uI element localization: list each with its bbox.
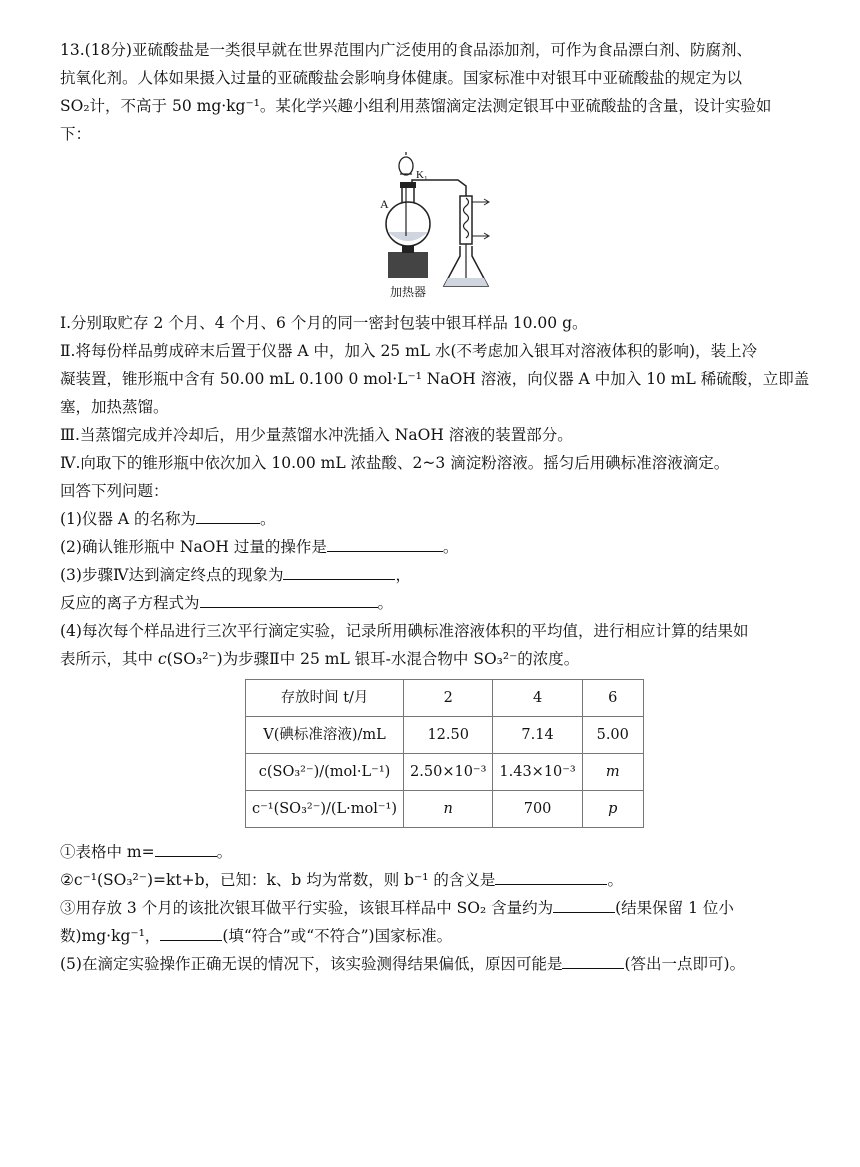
heater-label: 加热器 <box>390 285 427 299</box>
table-cell: 4 <box>493 680 582 717</box>
comma-3: ， <box>395 566 411 584</box>
question-5 <box>60 950 800 978</box>
table-cell: p <box>582 791 643 828</box>
answer-blank-b[interactable] <box>495 866 607 885</box>
table-cell: 6 <box>582 680 643 717</box>
question-4b-mid: (SO₃²⁻)为步骤Ⅱ中 25 mL 银耳-水混合物中 SO₃²⁻的浓度。 <box>166 650 580 668</box>
period-5: 。 <box>607 871 623 889</box>
table-cell: 5.00 <box>582 717 643 754</box>
period-2: 。 <box>442 538 459 556</box>
step-2-line-2: 凝装置，锥形瓶中含有 50.00 mL 0.100 0 mol·L⁻¹ NaOH 溶液，向仪器 A 中加入 10 mL 稀硫酸，立即盖 <box>60 370 810 388</box>
question-1-text: (1)仪器 A 的名称为 <box>60 510 197 528</box>
intro-line-4: 下： <box>60 125 92 143</box>
results-table <box>245 679 644 828</box>
step-2-line-1: Ⅱ.将每份样品剪成碎末后置于仪器 A 中，加入 25 mL 水(不考虑加入银耳对溶液体积的影响)，装上冷 <box>60 342 758 360</box>
subquestion-3b-pre: 数)mg·kg⁻¹， <box>60 927 161 945</box>
subquestion-3a-post: (结果保留 1 位小 <box>615 899 734 917</box>
table-row <box>246 680 644 717</box>
label-k1: K₁ <box>416 169 428 181</box>
subquestion-3a <box>60 894 800 922</box>
step-3: Ⅲ.当蒸馏完成并冷却后，用少量蒸馏水冲洗插入 NaOH 溶液的装置部分。 <box>60 426 573 444</box>
period-4: 。 <box>216 843 233 861</box>
table-cell: m <box>582 754 643 791</box>
answer-blank-3a[interactable] <box>283 561 395 580</box>
answer-blank-standard[interactable] <box>160 922 222 941</box>
subquestion-3b-post: (填“符合”或“不符合”)国家标准。 <box>222 927 453 945</box>
question-1 <box>60 505 800 533</box>
period-3: 。 <box>377 594 394 612</box>
question-5-post: (答出一点即可)。 <box>624 955 746 973</box>
question-3a-text: (3)步骤Ⅳ达到滴定终点的现象为 <box>60 566 284 584</box>
question-4b <box>60 645 800 673</box>
period-1: 。 <box>260 510 276 528</box>
table-cell: c⁻¹(SO₃²⁻)/(L·mol⁻¹) <box>246 791 404 828</box>
subquestion-1 <box>60 838 800 866</box>
intro-line-3: SO₂计，不高于 50 mg·kg⁻¹。某化学兴趣小组利用蒸馏滴定法测定银耳中亚硫酸盐的含量，设计实验如 <box>60 97 772 115</box>
subquestion-2-text: ②c⁻¹(SO₃²⁻)=kt+b，已知：k、b 均为常数，则 b⁻¹ 的含义是 <box>60 871 496 889</box>
subquestion-3a-pre: ③用存放 3 个月的该批次银耳做平行实验，该银耳样品中 SO₂ 含量约为 <box>60 899 554 917</box>
question-3b-text: 反应的离子方程式为 <box>60 594 200 612</box>
question-4b-c: c <box>157 650 167 668</box>
table-cell: 700 <box>493 791 582 828</box>
table-cell: c(SO₃²⁻)/(mol·L⁻¹) <box>246 754 404 791</box>
question-4b-pre: 表所示，其中 <box>60 650 158 668</box>
answer-blank-2[interactable] <box>327 533 443 552</box>
question-5-pre: (5)在滴定实验操作正确无误的情况下，该实验测得结果偏低，原因可能是 <box>60 955 563 973</box>
label-a: A <box>380 197 389 211</box>
intro-line-1: 13.(18分)亚硫酸盐是一类很早就在世界范围内广泛使用的食品添加剂，可作为食品漂白剂、防腐剂、 <box>60 41 752 59</box>
table-cell: 2 <box>404 680 493 717</box>
table-row <box>246 754 644 791</box>
answer-blank-3b[interactable] <box>200 589 378 608</box>
answer-blank-5[interactable] <box>562 950 624 969</box>
table-cell: 1.43×10⁻³ <box>493 754 582 791</box>
table-cell: 存放时间 t/月 <box>246 680 404 717</box>
heater-block <box>388 252 428 278</box>
question-2 <box>60 533 800 561</box>
answer-blank-m[interactable] <box>155 838 217 857</box>
subquestion-1-text: ①表格中 m= <box>60 843 155 861</box>
question-3a <box>60 561 800 589</box>
question-document <box>60 36 810 978</box>
table-cell: V(碘标准溶液)/mL <box>246 717 404 754</box>
table-cell: 12.50 <box>404 717 493 754</box>
table-cell: n <box>404 791 493 828</box>
subquestion-2 <box>60 866 800 894</box>
table-cell: 2.50×10⁻³ <box>404 754 493 791</box>
step-2-line-3: 塞，加热蒸馏。 <box>60 398 169 416</box>
intro-line-2: 抗氧化剂。人体如果摄入过量的亚硫酸盐会影响身体健康。国家标准中对银耳中亚硫酸盐的规定为以 <box>60 69 743 87</box>
answer-blank-1[interactable] <box>196 505 260 524</box>
step-1: Ⅰ.分别取贮存 2 个月、4 个月、6 个月的同一密封包装中银耳样品 10.00 g。 <box>60 314 588 332</box>
distillation-apparatus-figure <box>378 152 548 300</box>
questions-header: 回答下列问题： <box>60 482 169 500</box>
question-4a: (4)每次每个样品进行三次平行滴定实验，记录所用碘标准溶液体积的平均值，进行相应计算的结果如 <box>60 622 749 640</box>
question-2-text: (2)确认锥形瓶中 NaOH 过量的操作是 <box>60 538 327 556</box>
table-cell: 7.14 <box>493 717 582 754</box>
condenser <box>460 196 472 244</box>
step-4: Ⅳ.向取下的锥形瓶中依次加入 10.00 mL 浓盐酸、2~3 滴淀粉溶液。摇匀后用碘标准溶液滴定。 <box>60 454 730 472</box>
table-row <box>246 717 644 754</box>
table-row <box>246 791 644 828</box>
question-3b <box>60 589 800 617</box>
answer-blank-so2[interactable] <box>553 894 615 913</box>
subquestion-3b <box>60 922 800 950</box>
